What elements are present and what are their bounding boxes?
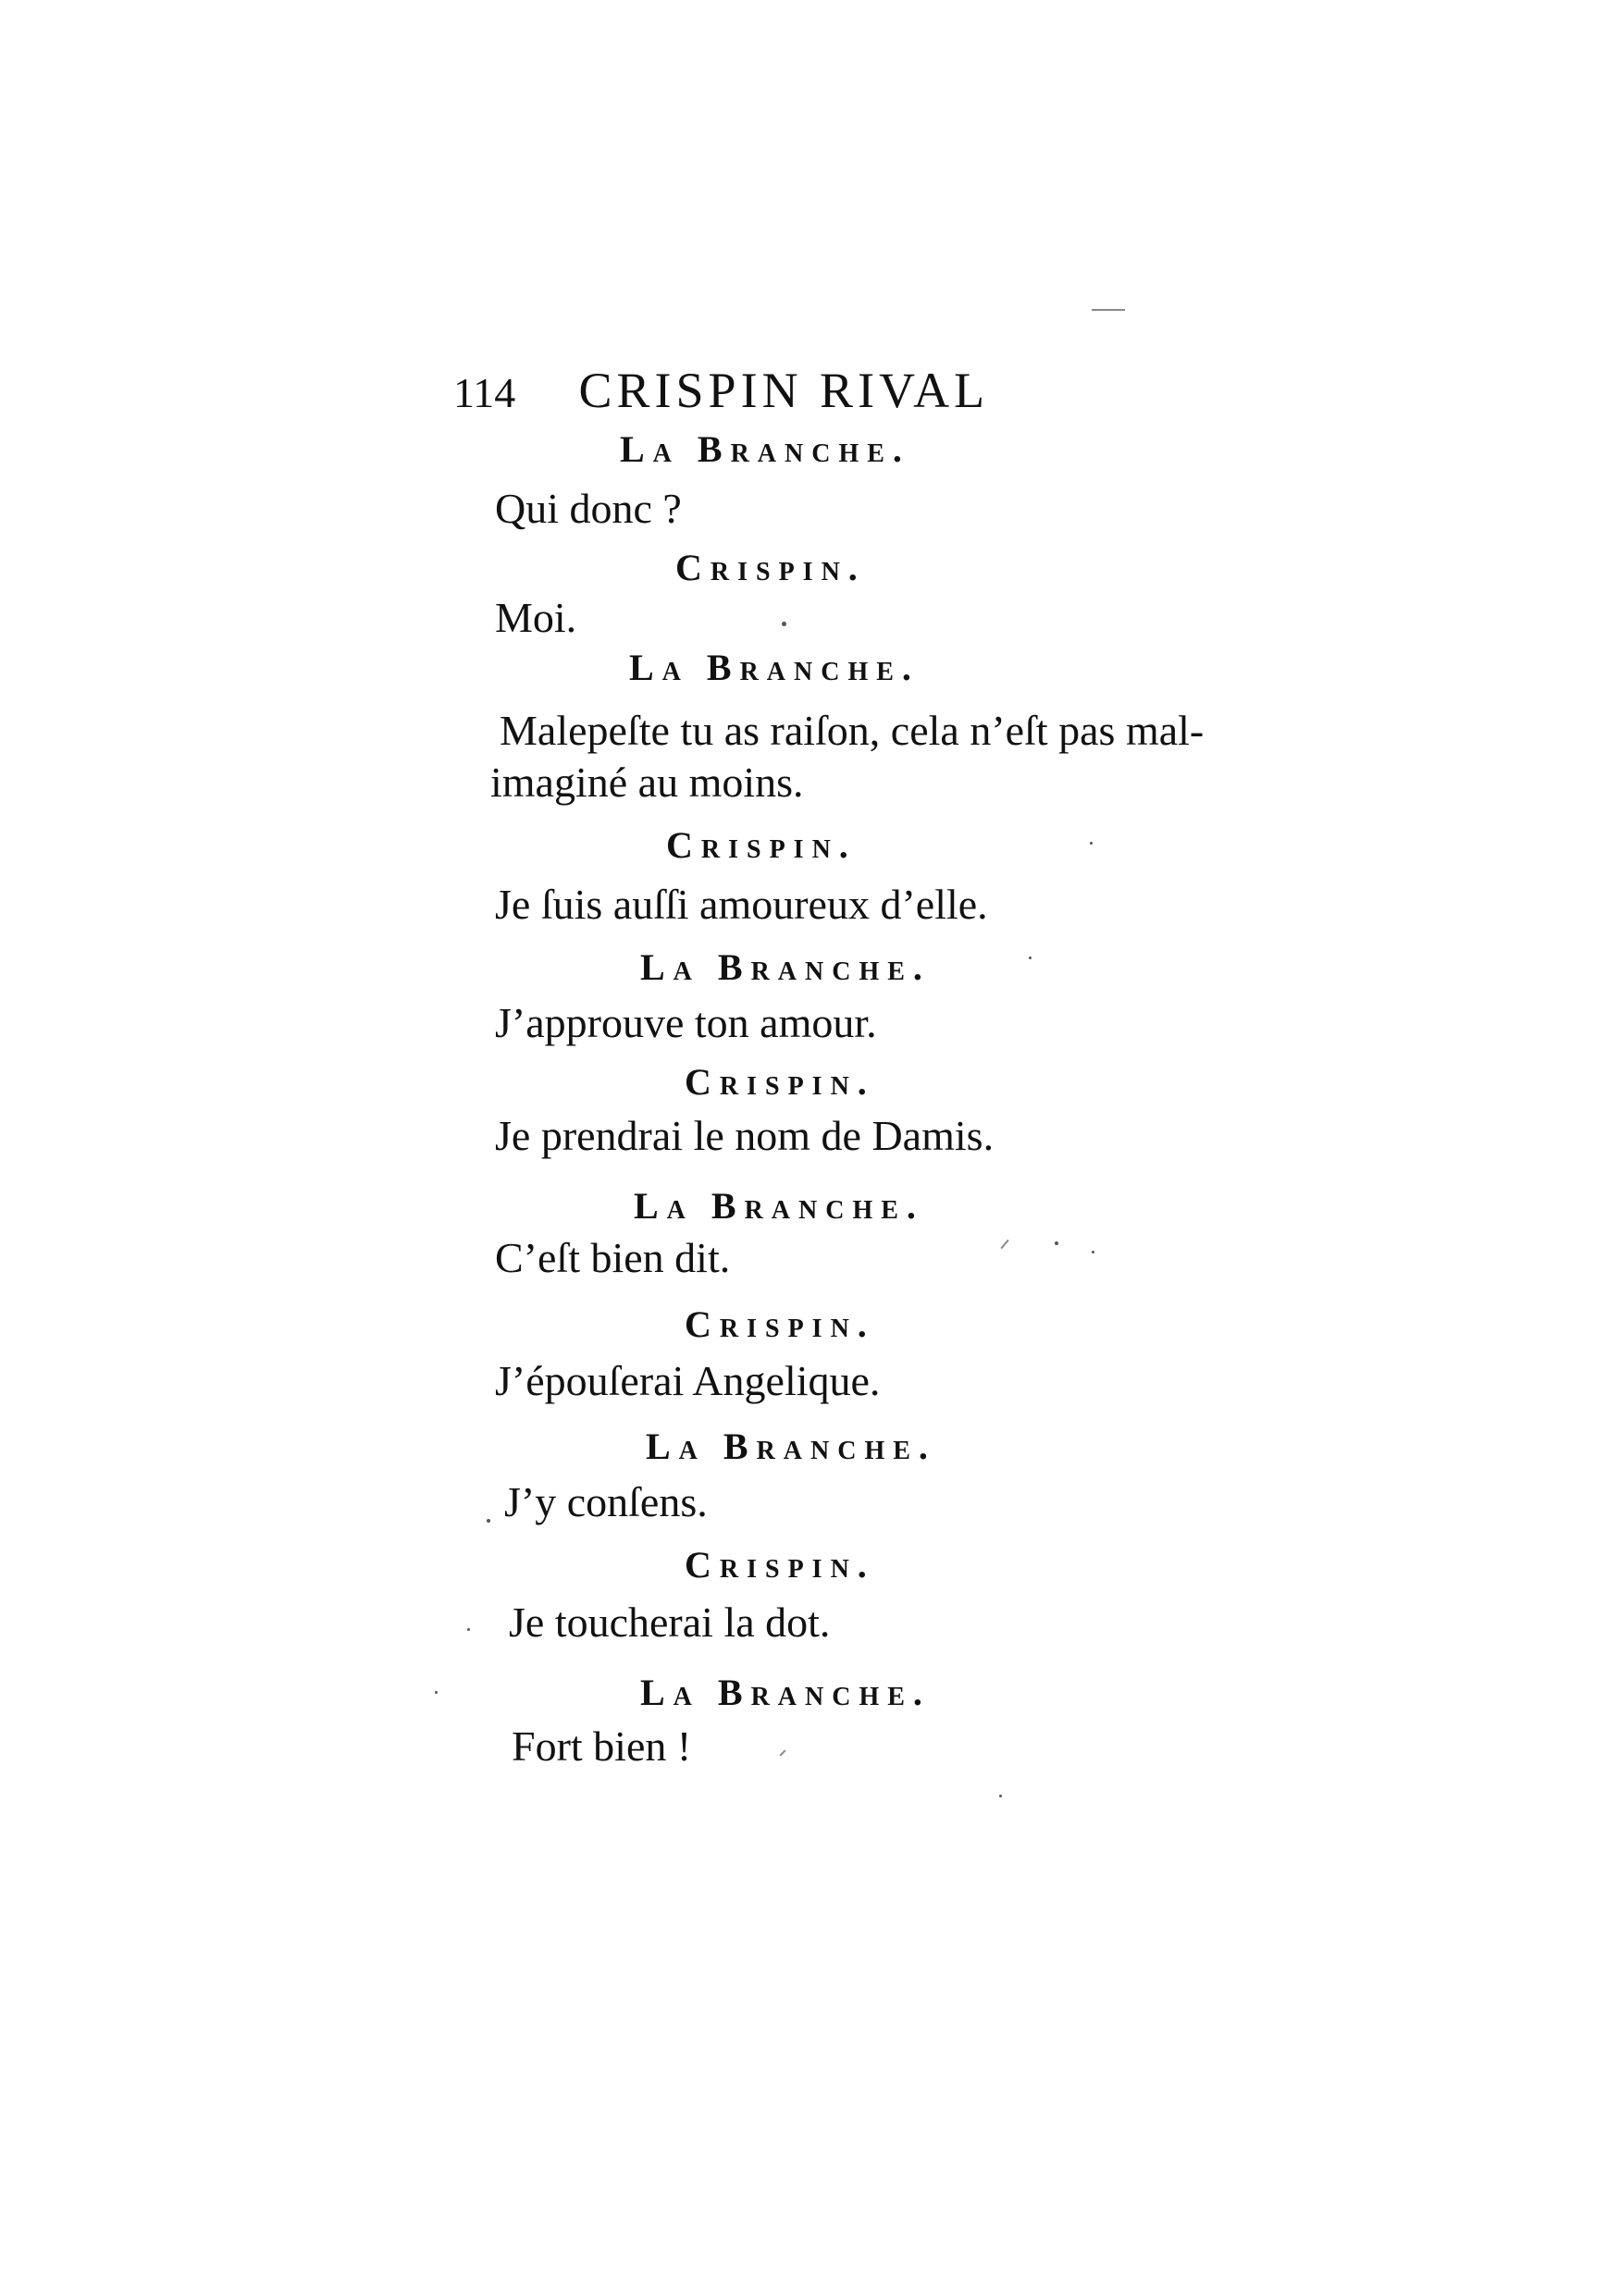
dialogue-line: J’approuve ton amour.: [495, 999, 877, 1046]
dialogue-line: Je toucherai la dot.: [509, 1599, 831, 1646]
ink-stroke: [779, 1749, 785, 1756]
dialogue-line: Moi.: [495, 594, 577, 641]
speaker-name: La Branche.: [629, 647, 920, 688]
dialogue-line: Malepeſte tu as raiſon, cela n’eſt pas mal-imaginé au moins.: [490, 707, 1205, 806]
speaker-name: La Branche.: [640, 1672, 931, 1713]
dialogue-line: Je prendrai le nom de Damis.: [495, 1112, 995, 1159]
page-number: 114: [453, 369, 516, 416]
running-title: CRISPIN RIVAL: [578, 363, 990, 418]
dialogue-line: J’épouſerai Angelique.: [495, 1357, 881, 1404]
speaker-name: Crispin.: [666, 824, 857, 866]
dialogue-line: J’y conſens.: [504, 1478, 708, 1525]
ink-speck: [1029, 957, 1032, 959]
dialogue-line: Fort bien !: [512, 1722, 692, 1770]
ink-speck: [467, 1628, 470, 1631]
ink-speck: [1092, 1251, 1094, 1253]
speaker-name: Crispin.: [685, 1061, 875, 1103]
speaker-name: La Branche.: [620, 428, 910, 470]
dialogue-line: C’eſt bien dit.: [495, 1234, 731, 1281]
speaker-name: La Branche.: [640, 946, 931, 988]
running-head: [453, 363, 1082, 418]
ink-speck: [487, 1519, 490, 1523]
ink-stroke: [1000, 1240, 1008, 1249]
speaker-name: Crispin.: [685, 1544, 875, 1586]
ink-speck: [1055, 1241, 1058, 1245]
speaker-name: Crispin.: [685, 1303, 875, 1345]
ink-speck: [435, 1691, 438, 1694]
speaker-name: Crispin.: [675, 547, 866, 588]
dialogue-line: Qui donc ?: [495, 485, 682, 532]
speaker-name: La Branche.: [646, 1426, 936, 1467]
ink-speck: [999, 1795, 1002, 1797]
ink-speck: [782, 622, 786, 626]
margin-mark: [1092, 309, 1125, 311]
ink-speck: [1090, 842, 1093, 845]
dialogue-line: Je ſuis auſſi amoureux d’elle.: [495, 881, 988, 928]
speaker-name: La Branche.: [634, 1185, 924, 1227]
